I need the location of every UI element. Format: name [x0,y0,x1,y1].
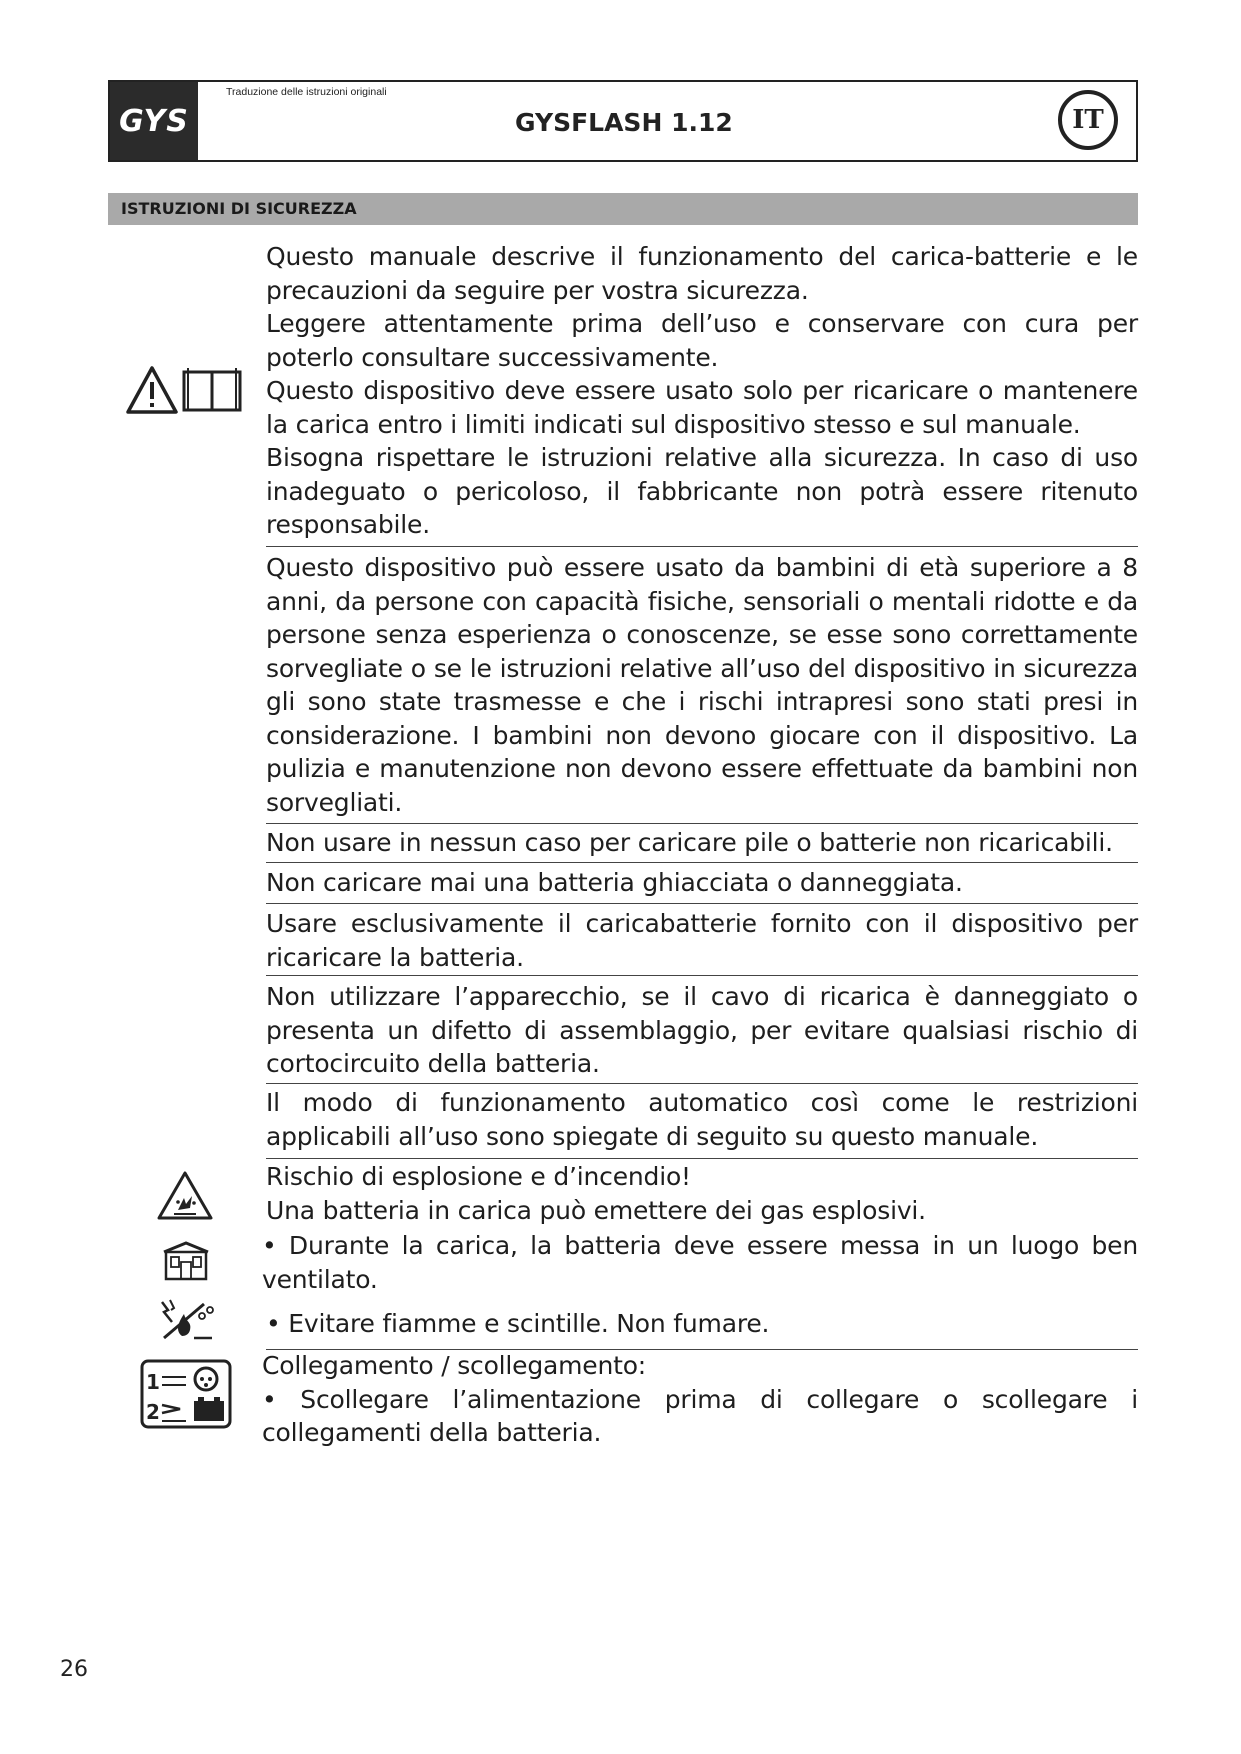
brand-name: GYS [119,103,189,139]
paragraph: Questo dispositivo può essere usato da bambini di età superiore a 8 anni, da persone con capacità fisiche, sensoriali o mentali ridotte e da persone senza esperienza o conoscenze, se esse sono correttamente sorvegliate o se le istruzioni relative all’uso del dispositivo in sicurezza gli sono state trasmesse e che i rischi intrapresi sono stati presi in considerazione. I bambini non devono giocare con il dispositivo. La pulizia e manutenzione non devono essere effettuate da bambini non sorvegliati. [266,553,1138,817]
explosion-risk-block [266,1160,1138,1227]
translation-note: Traduzione delle istruzioni originali [226,86,387,98]
non-rechargeable-block [266,826,1138,860]
paragraph: Leggere attentamente prima dell’uso e conservare con cura per poterlo consultare successivamente. [266,309,1138,372]
frozen-battery-block [266,866,1138,900]
intro-block [266,240,1138,542]
step-1-label: 1 [146,1370,160,1394]
children-usage-block [266,551,1138,819]
paragraph: Non usare in nessun caso per caricare pile o batterie non ricaricabili. [266,828,1113,857]
paragraph: Collegamento / scollegamento: [262,1351,647,1380]
warning-read-manual-icon [126,364,244,416]
divider [266,903,1138,904]
no-flames-block [266,1307,1138,1341]
paragraph: Rischio di esplosione e d’incendio! [266,1162,691,1191]
step-2-label: 2 [146,1400,160,1424]
paragraph: Non caricare mai una batteria ghiacciata o danneggiata. [266,868,963,897]
connection-block [262,1349,1138,1450]
automatic-mode-block [266,1086,1138,1153]
no-flames-icon [154,1296,218,1342]
damaged-cable-block [266,980,1138,1081]
connection-sequence-icon [140,1359,232,1429]
paragraph: Usare esclusivamente il caricabatterie fornito con il dispositivo per ricaricare la batteria. [266,909,1138,972]
paragraph: Non utilizzare l’apparecchio, se il cavo di ricarica è danneggiato o presenta un difetto di assemblaggio, per evitare qualsiasi rischio di cortocircuito della batteria. [266,982,1138,1078]
paragraph: • Evitare fiamme e scintille. Non fumare. [266,1309,770,1338]
paragraph: • Scollegare l’alimentazione prima di collegare o scollegare i collegamenti della batteria. [262,1384,1138,1447]
divider [266,823,1138,824]
divider [266,975,1138,976]
language-badge: IT [1058,90,1118,150]
divider [266,862,1138,863]
divider [266,546,1138,547]
paragraph: Una batteria in carica può emettere dei gas esplosivi. [266,1195,926,1225]
paragraph: Questo dispositivo deve essere usato solo per ricaricare o mantenere la carica entro i limiti indicati sul dispositivo stesso e sul manuale. [266,376,1138,439]
paragraph: Bisogna rispettare le istruzioni relative alla sicurezza. In caso di uso inadeguato o pericoloso, il fabbricante non potrà essere ritenuto responsabile. [266,443,1138,539]
paragraph: Questo manuale descrive il funzionamento del carica-batterie e le precauzioni da seguire per vostra sicurezza. [266,242,1138,305]
section-title: ISTRUZIONI DI SICUREZZA [108,193,1138,225]
product-title: GYSFLASH 1.12 [515,108,733,137]
explosion-warning-icon [156,1170,214,1222]
document-header [108,80,1138,162]
divider [266,1083,1138,1084]
paragraph: Il modo di funzionamento automatico così come le restrizioni applicabili all’uso sono spiegate di seguito su questo manuale. [266,1088,1138,1151]
ventilated-room-icon [160,1240,212,1282]
charger-only-block [266,907,1138,974]
gys-logo [110,82,198,160]
ventilation-block [262,1229,1138,1296]
divider [266,1158,1138,1159]
page-number: 26 [60,1657,88,1682]
paragraph: • Durante la carica, la batteria deve essere messa in un luogo ben ventilato. [262,1231,1138,1294]
